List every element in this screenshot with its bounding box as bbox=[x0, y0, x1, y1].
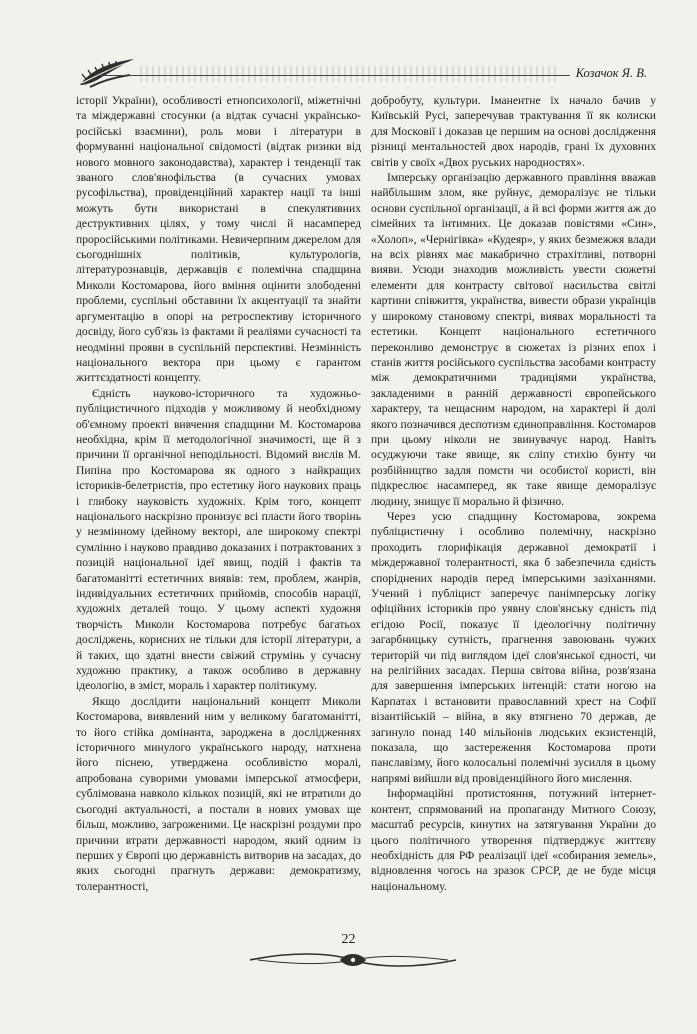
paragraph: історії України), особливості етнопсихології, міжетнічні та міждержавні стосунки (а відтак сучасні українсько-російські взаємини), роль мови і літератури в формуванні національної свідомості (відтак ризики від нового мовного законодавства), характер і тенденції так званого слов'янофільства (в сучасних умовах русофільства), провіденційний характер нації та інші можуть бути використані в спекулятивних деструктивних цілях, у тому числі й насамперед проросійськими політиками. Невичерпним джерелом для сьогоднішніх політиків, культурологів, літературознавців, державців є полемічна спадщина Миколи Костомарова, його вміння оцінити злободенні проблеми, суспільні обставини їх акцентуації та знайти аргументацію в опорі на ретроспективу історичного досвіду, його суб'язь із фактами й реаліями сучасності та неодмінні прояви в суспільній перспективі. Незмінність національного вектора при цьому є гарантом життєздатності концепту. bbox=[76, 94, 361, 385]
text-columns bbox=[76, 93, 655, 923]
paragraph: Через усю спадщину Костомарова, зокрема публіцистичну і особливо полемічну, наскрізно проходить глорифікація державної демократії і міждержавної толерантності, яка б забезпечила єдність споріднених народів перед імперськими зазіханнями. Учений і публіцист заперечує панімперську логіку офіційних істориків про уявну слов'янську єдність під егідою Росії, показує її ідеологічну політичну загарбницьку сутність, прагнення завоювань чужих територій чи під виглядом ідеї слов'янської єдності, чи на релігійних засадах. Перша світова війна, розв'язана для завершення імперських інтенцій: стати ногою на Карпатах і встановити православний хрест на Софії візантійській – війна, в яку втягнено 70 держав, де загинуло понад 140 мільйонів людських екзистенцій, показала, що застереження Костомарова проти панславізму, його колосальні полемічні зусилля в цьому напрямі вийшли від провіденційного його мислення. bbox=[371, 509, 656, 785]
paragraph: Імперську організацію державного правління вважав найбільшим злом, яке руйнує, деморалізує не тільки основи суспільної організації, а й всі форми життя аж до сімейних та інтимних. Це доказав повістями «Син», «Холоп», «Чернігівка» «Кудеяр», у яких безмежжя влади на всіх рівнях має макабрично страхітливі, потворні вияви. Усюди знаходив можливість увести сюжетні елементи для контрасту світової насильства світлі картини співжиття, українства, вивести образи українців у широкому становому спектрі, виявах моральності та естетики. Концепт національного естетичного переконливо демонструє в сюжетах із різних епох і станів життя російського суспільства засобами контрасту між демократичними традиціями українства, закладеними в ранній державності європейського характеру, та нещасним народом, на характері й долі якого позначився деспотизм єдиноправління. Костомаров при цьому ніколи не звинувачує народ. Навіть осуджуючи таке явище, як сліпу стихію бунту чи розбійництво задля помсти чи особистої користі, він підкреслює насамперед, як таке явище деморалізує людину, знищує її морально й фізично. bbox=[371, 171, 656, 508]
right-column bbox=[371, 93, 656, 894]
paragraph: Інформаційні протистояння, потужний інтернет-контент, спрямований на пропаганду Митного Союзу, масштаб ресурсів, кинутих на затягування України до цього політичного утворення підтверджує життєву необхідність для РФ реалізації ідеї «собирания земель», відновлення чогось на зразок СРСР, де не буде місця національному. bbox=[371, 787, 656, 893]
running-header-author: Козачок Я. В. bbox=[570, 66, 647, 81]
footer-ornament bbox=[248, 948, 458, 972]
left-column bbox=[76, 93, 361, 894]
paragraph: Якщо дослідити національний концепт Миколи Костомарова, виявлений ним у великому багатоманітті, то його стійка домінанта, зароджена в дослідженнях історичного минулого українського народу, натхнена його піснею, утверджена особливістю моралі, апробована суворими умовами імперської атмосфери, сублімована навколо кількох позицій, які не втратили до сьогодні актуальності, а постали в нових умовах ще більш, можливо, загроженими. Це наскрізні роздуми про причини втрати державності народом, який одним із перших у Європі цю державність витворив на засадах, до яких сьогодні прагнуть держави: демократизму, толерантності, bbox=[76, 694, 361, 893]
header-rule bbox=[100, 75, 647, 76]
paragraph: Єдність науково-історичного та художньо-публіцистичного підходів у можливому й необхідному об'ємному проекті вивчення спадщини М. Костомарова необхідна, крім її методологічної значимості, ще й з причини її органічної неподільності. Відомий вислів М. Пипіна про Костомарова як одного з найкращих істориків-белетристів, про естетику його наукових праць і глибоку науковість художніх. Крім того, концепт національого наскрізно пронизує всі пласти його творінь у незмінному ідейному векторі, але широкому спектрі сумлінно і науково правдиво доказаних і потрактованих з позицій національної ідеї явищ, подій і фактів та багатоманітті естетичних виявів: тем, проблем, жанрів, індивідуальних естетичних прийомів, способів нарації, художніх деталей тощо. У цьому аспекті художня творчість Миколи Костомарова потребує багатьох досліджень, корисних не тільки для історії літератури, а й таких, що здатні внести свіжий струмінь у сучасну художню практику, а також особливо в державну ідеологію, в зміст, мораль і характер політикуму. bbox=[76, 386, 361, 693]
feather-quill-logo bbox=[76, 55, 140, 91]
page-number: 22 bbox=[341, 932, 356, 947]
header-decoration bbox=[140, 66, 560, 82]
paragraph: добробуту, культури. Іманентне їх начало бачив у Київській Русі, заперечував трактування її як колиски для Московії і доказав це першим на основі дослідження різниці ментальностей двох народів, грані їх духовних світів у своїх «Двох руських народностях». bbox=[371, 94, 656, 169]
